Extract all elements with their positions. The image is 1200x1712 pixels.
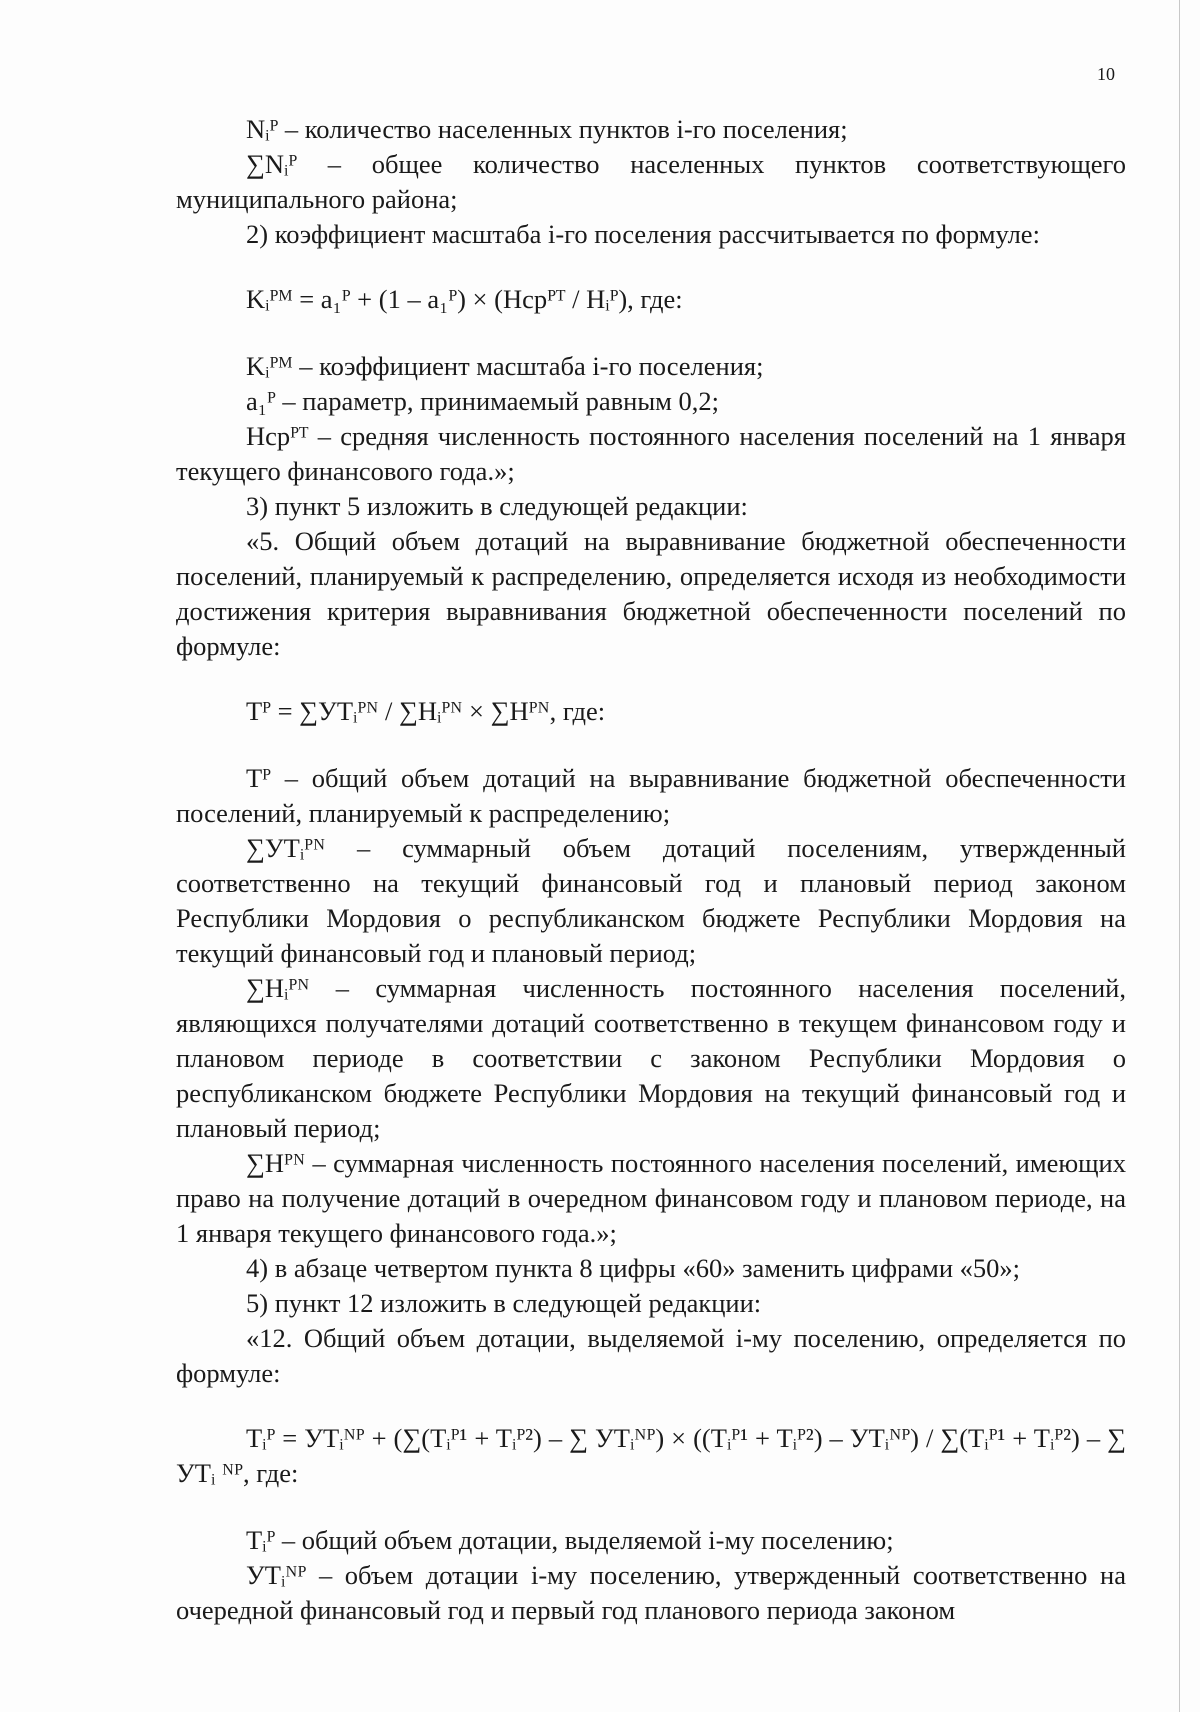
paragraph-settlements-count: Nᵢᴾ – количество населенных пунктов i-го поселения; [246, 114, 848, 144]
paragraph-item-5: 5) пункт 12 изложить в следующей редакции: [246, 1288, 762, 1318]
paragraph-item-3: 3) пункт 5 изложить в следующей редакции: [246, 491, 748, 521]
paragraph-scale-coefficient-def: Kᵢᴾᴹ – коэффициент масштаба i-го поселения; [246, 351, 764, 381]
paragraph-total-settlements: ∑Nᵢᴾ – общее количество населенных пунктов соответствующего муниципального района; [176, 149, 1126, 214]
document-body [176, 112, 1126, 1628]
formula-total-subsidies: Tᴾ = ∑УTᵢᴾᴺ / ∑Hᵢᴾᴺ × ∑Hᴾᴺ, где: [246, 696, 606, 726]
formula-subsidy-per-settlement: Tᵢᴾ = УTᵢᴺᴾ + (∑(Tᵢᴾ¹ + Tᵢᴾ²) – ∑ УTᵢᴺᴾ) × ((Tᵢᴾ¹ + Tᵢᴾ²) – УTᵢᴺᴾ) / ∑(Tᵢᴾ¹ + Tᵢᴾ²) – ∑ УTᵢ ᴺᴾ, где: [176, 1423, 1126, 1488]
paragraph-scale-coefficient-intro: 2) коэффициент масштаба i-го поселения рассчитывается по формуле: [246, 219, 1040, 249]
paragraph-average-population: Hcpᴾᵀ – средняя численность постоянного населения поселений на 1 января текущего финансового года.»; [176, 421, 1126, 486]
paragraph-item-4: 4) в абзаце четвертом пункта 8 цифры «60» заменить цифрами «50»; [246, 1253, 1020, 1283]
paragraph-point-5-text: «5. Общий объем дотаций на выравнивание бюджетной обеспеченности поселений, планируемый к распределению, определяется исходя из необходимости достижения критерия выравнивания бюджетной обеспеченности поселений по формуле: [176, 526, 1126, 661]
paragraph-sum-hi-def: ∑Hᵢᴾᴺ – суммарная численность постоянного населения поселений, являющихся получателями дотаций соответственно в текущем финансовом году и плановом периоде в соответствии с законом Республики Мордовия о республиканском бюджете Республики Мордовия на текущий финансовый год и плановый период; [176, 973, 1126, 1143]
page-number: 10 [1097, 64, 1115, 84]
paragraph-point-12-text: «12. Общий объем дотации, выделяемой i-му поселению, определяется по формуле: [176, 1323, 1126, 1388]
scan-edge-line [1179, 0, 1180, 1712]
paragraph-total-subsidies-def: Tᴾ – общий объем дотаций на выравнивание бюджетной обеспеченности поселений, планируемый к распределению; [176, 763, 1126, 828]
paragraph-sum-ut-def: ∑УTᵢᴾᴺ – суммарный объем дотаций поселениям, утвержденный соответственно на текущий финансовый год и плановый период законом Республики Мордовия о республиканском бюджете Республики Мордовия на текущий финансовый год и плановый период; [176, 833, 1126, 968]
formula-scale-coefficient: Kᵢᴾᴹ = a₁ᴾ + (1 – a₁ᴾ) × (Hcpᴾᵀ / Hᵢᴾ), где: [246, 284, 683, 314]
paragraph-uti-def: УTᵢᴺᴾ – объем дотации i-му поселению, утвержденный соответственно на очередной финансовый год и первый год планового периода законом [176, 1560, 1126, 1625]
paragraph-parameter-a1: a₁ᴾ – параметр, принимаемый равным 0,2; [246, 386, 720, 416]
paragraph-sum-h-def: ∑Hᴾᴺ – суммарная численность постоянного населения поселений, имеющих право на получение дотаций в очередном финансовом году и плановом периоде, на 1 января текущего финансового года.»; [176, 1148, 1126, 1248]
paragraph-ti-def: Tᵢᴾ – общий объем дотации, выделяемой i-му поселению; [246, 1525, 894, 1555]
